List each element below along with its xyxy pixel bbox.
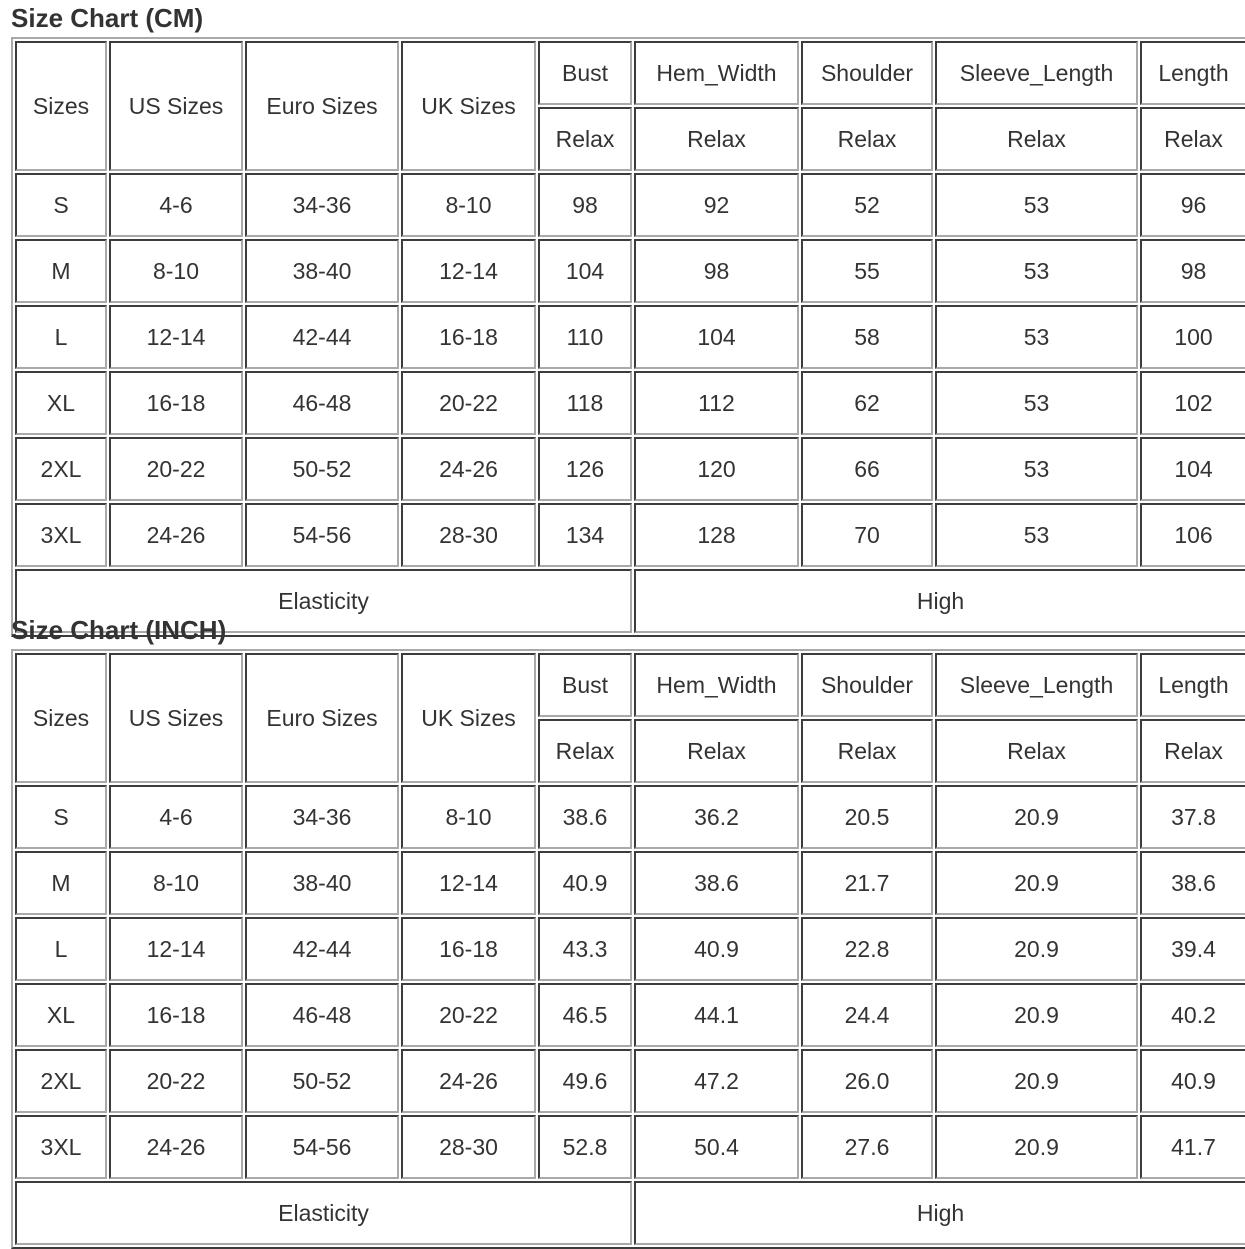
table-cell: 12-14 xyxy=(109,917,243,981)
table-cell: 34-36 xyxy=(245,785,399,849)
table-cell: 50.4 xyxy=(634,1115,799,1179)
table-cell: 12-14 xyxy=(401,851,536,915)
table-cell: 46-48 xyxy=(245,371,399,435)
table-cell: 8-10 xyxy=(109,239,243,303)
subheader-cell: Relax xyxy=(538,719,632,783)
table-cell: 8-10 xyxy=(109,851,243,915)
table-row xyxy=(15,851,1245,915)
elasticity-value: High xyxy=(634,569,1245,633)
table-cell: 16-18 xyxy=(109,371,243,435)
table-row xyxy=(15,503,1245,567)
table-cell: 36.2 xyxy=(634,785,799,849)
header-bust: Bust xyxy=(538,653,632,717)
table-cell: 98 xyxy=(1140,239,1245,303)
table-cell: 110 xyxy=(538,305,632,369)
elasticity-label: Elasticity xyxy=(15,569,632,633)
table-row xyxy=(15,173,1245,237)
table-cell: 104 xyxy=(1140,437,1245,501)
table-cell: 16-18 xyxy=(401,305,536,369)
header-us-sizes: US Sizes xyxy=(109,41,243,171)
elasticity-label: Elasticity xyxy=(15,1181,632,1245)
header-shoulder: Shoulder xyxy=(801,41,933,105)
table-cell: 37.8 xyxy=(1140,785,1245,849)
subheader-cell: Relax xyxy=(538,107,632,171)
table-cell: 53 xyxy=(935,239,1138,303)
table-cell: 53 xyxy=(935,503,1138,567)
table-cell: 12-14 xyxy=(109,305,243,369)
header-length: Length xyxy=(1140,41,1245,105)
header-hem-width: Hem_Width xyxy=(634,653,799,717)
table-cell: 3XL xyxy=(15,503,107,567)
table-cell: 112 xyxy=(634,371,799,435)
table-cell: 24-26 xyxy=(401,1049,536,1113)
table-cell: 53 xyxy=(935,305,1138,369)
table-cell: 4-6 xyxy=(109,785,243,849)
table-cell: 20-22 xyxy=(401,371,536,435)
table-cell: S xyxy=(15,173,107,237)
subheader-cell: Relax xyxy=(935,719,1138,783)
table-cell: 20.9 xyxy=(935,917,1138,981)
table-cell: 66 xyxy=(801,437,933,501)
size-chart-cm-table xyxy=(11,37,1245,637)
table-cell: L xyxy=(15,305,107,369)
table-cell: 50-52 xyxy=(245,437,399,501)
table-cell: 8-10 xyxy=(401,785,536,849)
subheader-cell: Relax xyxy=(801,719,933,783)
table-cell: 16-18 xyxy=(109,983,243,1047)
table-cell: 42-44 xyxy=(245,917,399,981)
table-cell: 21.7 xyxy=(801,851,933,915)
subheader-cell: Relax xyxy=(935,107,1138,171)
header-shoulder: Shoulder xyxy=(801,653,933,717)
table-cell: 134 xyxy=(538,503,632,567)
table-cell: 96 xyxy=(1140,173,1245,237)
footer-row xyxy=(15,1181,1245,1245)
table-cell: 12-14 xyxy=(401,239,536,303)
table-cell: 128 xyxy=(634,503,799,567)
header-sizes: Sizes xyxy=(15,41,107,171)
table-cell: 52 xyxy=(801,173,933,237)
header-uk-sizes: UK Sizes xyxy=(401,41,536,171)
table-row xyxy=(15,437,1245,501)
table-cell: 49.6 xyxy=(538,1049,632,1113)
table-cell: 54-56 xyxy=(245,503,399,567)
subheader-cell: Relax xyxy=(1140,107,1245,171)
header-sleeve-length: Sleeve_Length xyxy=(935,653,1138,717)
table-cell: 24-26 xyxy=(401,437,536,501)
table-cell: 38.6 xyxy=(634,851,799,915)
table-cell: 54-56 xyxy=(245,1115,399,1179)
table-cell: 102 xyxy=(1140,371,1245,435)
table-cell: 4-6 xyxy=(109,173,243,237)
table-cell: 24.4 xyxy=(801,983,933,1047)
table-cell: 28-30 xyxy=(401,503,536,567)
table-cell: 53 xyxy=(935,437,1138,501)
table-cell: 20-22 xyxy=(401,983,536,1047)
table-cell: 106 xyxy=(1140,503,1245,567)
subheader-cell: Relax xyxy=(1140,719,1245,783)
subheader-cell: Relax xyxy=(634,107,799,171)
table-cell: 26.0 xyxy=(801,1049,933,1113)
table-row xyxy=(15,305,1245,369)
header-sleeve-length: Sleeve_Length xyxy=(935,41,1138,105)
table-cell: 38-40 xyxy=(245,239,399,303)
table-cell: 20.9 xyxy=(935,1049,1138,1113)
table-cell: 40.9 xyxy=(1140,1049,1245,1113)
header-row xyxy=(15,653,1245,717)
table-cell: 20.5 xyxy=(801,785,933,849)
table-cell: 38-40 xyxy=(245,851,399,915)
header-bust: Bust xyxy=(538,41,632,105)
table-cell: XL xyxy=(15,371,107,435)
table-cell: 120 xyxy=(634,437,799,501)
table-cell: 47.2 xyxy=(634,1049,799,1113)
table-cell: 42-44 xyxy=(245,305,399,369)
size-chart-inch-table xyxy=(11,649,1245,1249)
table-cell: 92 xyxy=(634,173,799,237)
table-row xyxy=(15,371,1245,435)
table-cell: 3XL xyxy=(15,1115,107,1179)
table-row xyxy=(15,917,1245,981)
table-cell: 104 xyxy=(634,305,799,369)
table-cell: 126 xyxy=(538,437,632,501)
table-cell: 44.1 xyxy=(634,983,799,1047)
table-cell: 118 xyxy=(538,371,632,435)
table-cell: XL xyxy=(15,983,107,1047)
table-cell: 40.2 xyxy=(1140,983,1245,1047)
table-cell: 104 xyxy=(538,239,632,303)
table-cell: 16-18 xyxy=(401,917,536,981)
table-cell: 41.7 xyxy=(1140,1115,1245,1179)
subheader-cell: Relax xyxy=(634,719,799,783)
table-cell: 98 xyxy=(634,239,799,303)
table-cell: 53 xyxy=(935,371,1138,435)
subheader-cell: Relax xyxy=(801,107,933,171)
table-cell: 20.9 xyxy=(935,785,1138,849)
table-cell: 50-52 xyxy=(245,1049,399,1113)
table-cell: 98 xyxy=(538,173,632,237)
table-cell: 20-22 xyxy=(109,437,243,501)
table-cell: 38.6 xyxy=(538,785,632,849)
table-cell: S xyxy=(15,785,107,849)
header-uk-sizes: UK Sizes xyxy=(401,653,536,783)
table-cell: 22.8 xyxy=(801,917,933,981)
table-cell: 20.9 xyxy=(935,851,1138,915)
table-cell: 27.6 xyxy=(801,1115,933,1179)
table-cell: 28-30 xyxy=(401,1115,536,1179)
table-cell: 70 xyxy=(801,503,933,567)
table-cell: 39.4 xyxy=(1140,917,1245,981)
table-cell: 20.9 xyxy=(935,983,1138,1047)
table-cell: L xyxy=(15,917,107,981)
table-cell: 40.9 xyxy=(634,917,799,981)
table-cell: 20-22 xyxy=(109,1049,243,1113)
header-euro-sizes: Euro Sizes xyxy=(245,653,399,783)
table-cell: 62 xyxy=(801,371,933,435)
table-cell: 24-26 xyxy=(109,1115,243,1179)
table-cell: 100 xyxy=(1140,305,1245,369)
table-row xyxy=(15,1115,1245,1179)
table-cell: 52.8 xyxy=(538,1115,632,1179)
size-chart-inch-title: Size Chart (INCH) xyxy=(11,615,227,645)
header-length: Length xyxy=(1140,653,1245,717)
header-hem-width: Hem_Width xyxy=(634,41,799,105)
table-cell: 20.9 xyxy=(935,1115,1138,1179)
table-cell: 38.6 xyxy=(1140,851,1245,915)
table-row xyxy=(15,1049,1245,1113)
header-row xyxy=(15,41,1245,105)
table-cell: 55 xyxy=(801,239,933,303)
table-row xyxy=(15,785,1245,849)
table-cell: 43.3 xyxy=(538,917,632,981)
table-cell: 58 xyxy=(801,305,933,369)
table-cell: 46-48 xyxy=(245,983,399,1047)
table-cell: 2XL xyxy=(15,437,107,501)
table-row xyxy=(15,983,1245,1047)
elasticity-value: High xyxy=(634,1181,1245,1245)
table-cell: 24-26 xyxy=(109,503,243,567)
table-cell: 2XL xyxy=(15,1049,107,1113)
table-cell: 40.9 xyxy=(538,851,632,915)
table-cell: M xyxy=(15,851,107,915)
size-chart-cm-title: Size Chart (CM) xyxy=(11,3,204,33)
table-row xyxy=(15,239,1245,303)
table-cell: 46.5 xyxy=(538,983,632,1047)
table-cell: M xyxy=(15,239,107,303)
table-cell: 34-36 xyxy=(245,173,399,237)
header-euro-sizes: Euro Sizes xyxy=(245,41,399,171)
header-us-sizes: US Sizes xyxy=(109,653,243,783)
table-cell: 53 xyxy=(935,173,1138,237)
header-sizes: Sizes xyxy=(15,653,107,783)
table-cell: 8-10 xyxy=(401,173,536,237)
